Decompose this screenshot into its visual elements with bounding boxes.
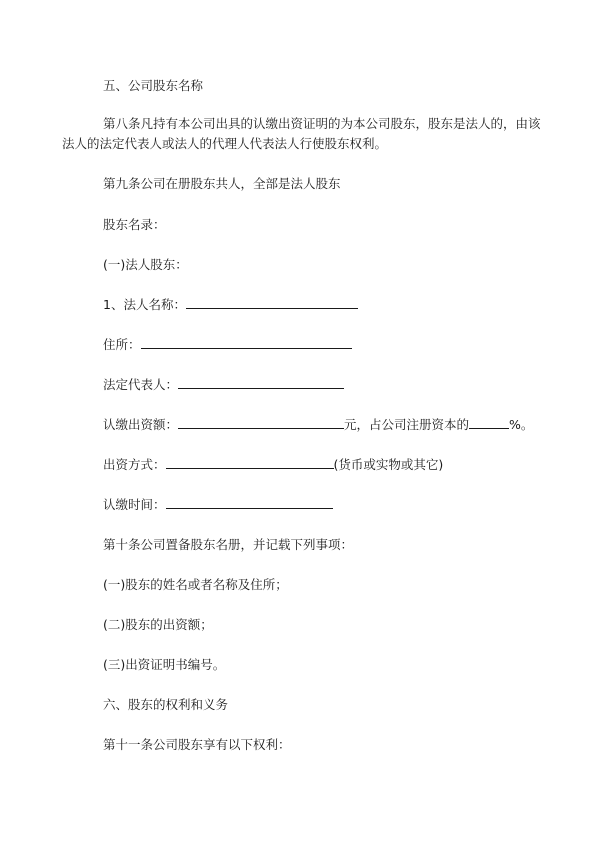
legal-person-name-blank <box>186 297 358 309</box>
subscribed-capital-amount-blank <box>178 417 344 429</box>
register-item-3: (三)出资证明书编号。 <box>103 657 226 672</box>
article-10: 第十条公司置备股东名册，并记载下列事项： <box>103 537 354 552</box>
article-11: 第十一条公司股东享有以下权利： <box>103 737 291 752</box>
contribution-method-row: 出资方式： (货币或实物或其它) <box>103 457 444 472</box>
register-item-1: (一)股东的姓名或者名称及住所； <box>103 577 288 592</box>
register-item-2: (二)股东的出资额； <box>103 617 213 632</box>
section-6-heading: 六、股东的权利和义务 <box>103 697 229 712</box>
capital-percentage-blank <box>469 417 509 429</box>
address-blank <box>141 337 352 349</box>
subscription-time-blank <box>166 497 333 509</box>
legal-person-name-row: 1、法人名称： <box>103 297 358 313</box>
subscribed-capital-row: 认缴出资额： 元，占公司注册资本的 %。 <box>103 417 534 432</box>
section-5-heading: 五、公司股东名称 <box>103 78 204 93</box>
shareholder-list-label: 股东名录： <box>103 217 166 232</box>
legal-representative-row: 法定代表人： <box>103 377 344 393</box>
legal-representative-blank <box>178 377 344 389</box>
contribution-method-blank <box>166 457 334 469</box>
subscription-time-row: 认缴时间： <box>103 497 333 513</box>
article-8-line-2: 法人的法定代表人或法人的代理人代表法人行使股东权利。 <box>62 136 388 151</box>
corporate-shareholder-label: (一)法人股东： <box>103 257 188 272</box>
article-8-line-1: 第八条凡持有本公司出具的认缴出资证明的为本公司股东，股东是法人的，由该 <box>103 116 541 131</box>
article-9: 第九条公司在册股东共人，全部是法人股东 <box>103 176 341 191</box>
address-row: 住所： <box>103 337 352 353</box>
